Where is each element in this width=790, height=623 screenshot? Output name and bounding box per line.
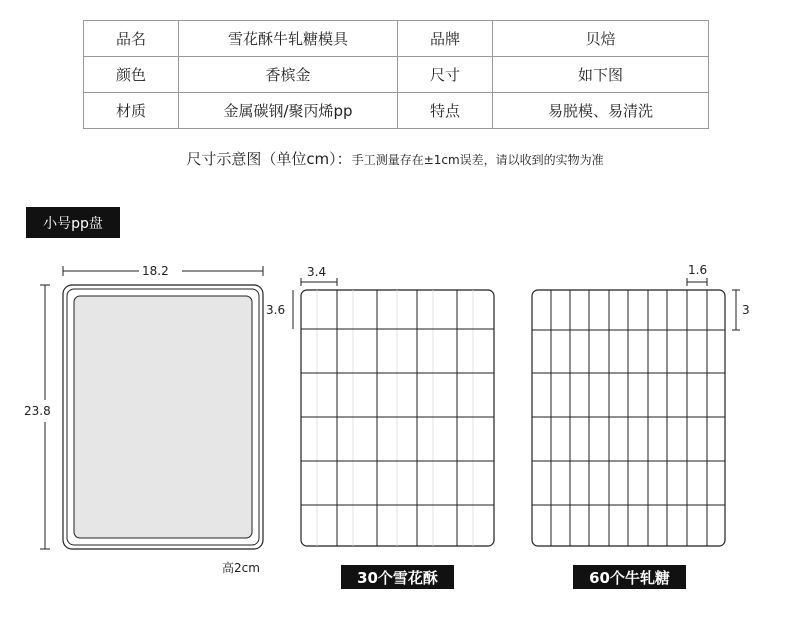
spec-value: 贝焙: [493, 21, 709, 57]
spec-key: 材质: [84, 93, 179, 129]
size-note-detail: 手工测量存在±1cm误差，请以收到的实物为准: [351, 153, 604, 167]
grid-b-caption: 60个牛轧糖: [573, 565, 686, 589]
grid-a-frame: [301, 290, 494, 546]
grid-b-cell-height-label: 3: [742, 303, 750, 317]
grid-a-cell-height-label: 3.6: [266, 303, 286, 317]
spec-key: 尺寸: [398, 57, 493, 93]
grid-a-caption: 30个雪花酥: [341, 565, 454, 589]
tray-bottom: [74, 296, 252, 538]
spec-value: 易脱模、易清洗: [493, 93, 709, 129]
spec-value: 如下图: [493, 57, 709, 93]
spec-value: 香槟金: [179, 57, 398, 93]
tray-depth-note: 高2cm: [222, 561, 260, 575]
tray-width-label: 18.2: [142, 264, 169, 278]
spec-key: 品名: [84, 21, 179, 57]
spec-value: 雪花酥牛轧糖模具: [179, 21, 398, 57]
grid-a-cell-width-label: 3.4: [307, 265, 327, 279]
tray-height-label: 23.8: [24, 404, 51, 418]
size-note-title: 尺寸示意图（单位cm）：: [186, 150, 352, 168]
spec-key: 颜色: [84, 57, 179, 93]
spec-key: 特点: [398, 93, 493, 129]
spec-value: 金属碳钢/聚丙烯pp: [179, 93, 398, 129]
grid-b-cell-width-label: 1.6: [688, 263, 708, 277]
spec-key: 品牌: [398, 21, 493, 57]
tray-label: 小号pp盘: [26, 207, 120, 238]
